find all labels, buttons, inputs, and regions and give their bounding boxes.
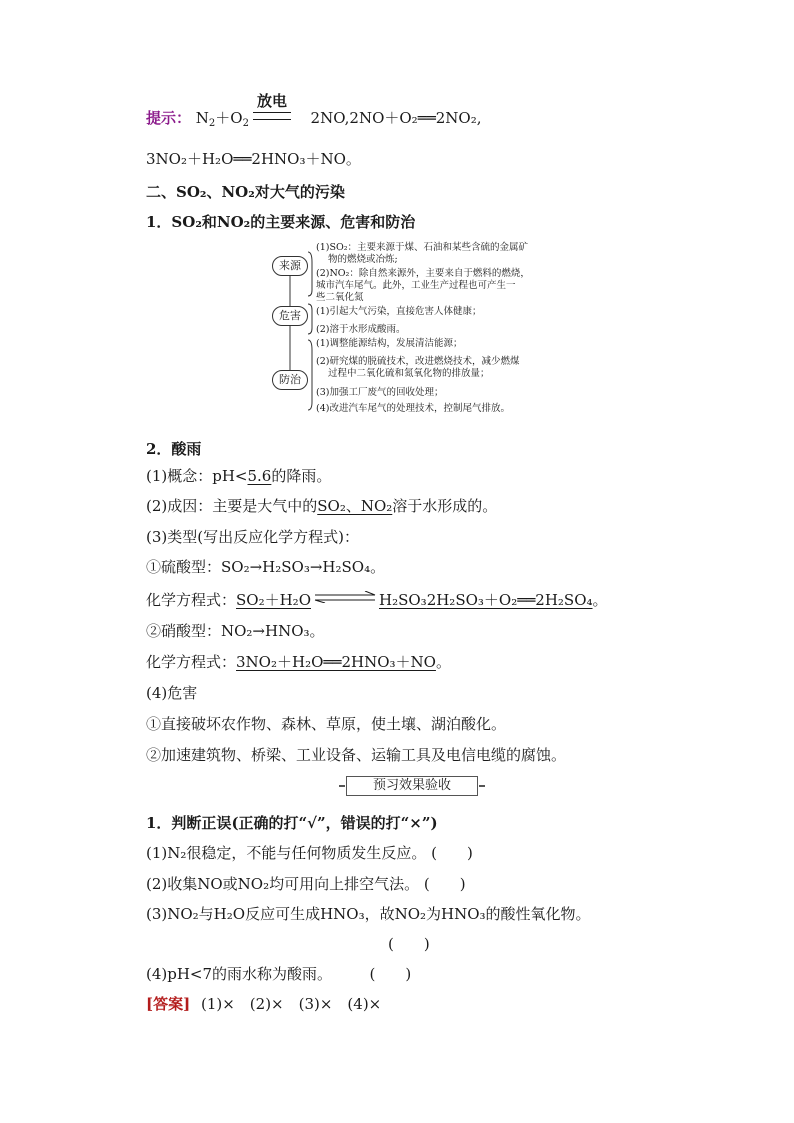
acid-rain-title: 2．酸雨 [146,440,202,458]
node-source: 来源 [272,256,308,276]
prevent-2b: 过程中二氧化硫和氮氧化物的排放量； [328,368,490,379]
acid-rain-types: (3)类型(写出反应化学方程式)： [146,528,359,546]
nitric-equation [146,651,451,673]
question-4: (4)pH<7的雨水称为酸雨。 ( ) [146,965,412,983]
eq1-second: 2H₂SO₃＋O₂══2H₂SO₄ [426,591,593,609]
pollution-diagram [270,242,570,422]
node-prevention: 防治 [272,370,308,390]
preview-tag: 预习效果验收 [346,776,478,796]
sulfuric-equation [146,589,608,611]
harm-item-1: ①直接破坏农作物、森林、草原，使土壤、湖泊酸化。 [146,715,507,733]
prevent-2a: (2)研究煤的脱硫技术，改进燃烧技术，减少燃煤 [316,356,520,367]
question-3-paren: ( ) [388,935,430,953]
cause-value: SO₂、NO₂ [317,497,393,515]
prevent-4: (4)改进汽车尾气的处理技术，控制尾气排放。 [316,403,510,414]
harm-title: (4)危害 [146,684,198,702]
hint-reactants: $N_2+O_2$ [195,109,249,129]
concept-prefix: (1)概念：pH< [146,467,248,485]
eq1-end: 。 [592,591,608,609]
reversible-arrow-icon [313,591,377,603]
eq1-product: H₂SO₃ [379,591,427,609]
question-3: (3)NO₂与H₂O反应可生成HNO₃，故NO₂为HNO₃的酸性氧化物。 [146,905,591,923]
hint-products: 2NO,2NO＋O₂══2NO₂, [310,109,482,127]
section-title: 二、SO₂、NO₂对大气的污染 [146,183,345,201]
source-2a: (2)NO₂：除自然来源外，主要来自于燃料的燃烧， [316,268,530,279]
hint-label: 提示： [146,109,192,127]
equation-label: 化学方程式： [146,591,237,609]
question-1: (1)N₂很稳定，不能与任何物质发生反应。 ( ) [146,844,473,862]
answer-values: (1)× (2)× (3)× (4)× [200,995,382,1013]
concept-suffix: 的降雨。 [271,467,332,485]
answer-label: [答案] [146,995,191,1013]
equation-label-2: 化学方程式： [146,653,237,671]
acid-rain-cause [146,495,497,517]
eq2-body: 3NO₂＋H₂O══2HNO₃＋NO [236,653,436,671]
hint-line-2: 3NO₂＋H₂O══2HNO₃＋NO。 [146,150,361,168]
prevent-3: (3)加强工厂废气的回收处理； [316,387,444,398]
cause-suffix: 溶于水形成的。 [392,497,498,515]
prevent-1: (1)调整能源结构，发展清洁能源； [316,338,463,349]
concept-value: 5.6 [247,467,272,485]
source-2b: 城市汽车尾气。此外，工业生产过程也可产生一 [316,280,516,291]
discharge-label: 放电 [256,92,287,110]
discharge-condition [253,92,291,120]
nitric-type: ②硝酸型：NO₂→HNO₃。 [146,622,325,640]
equals-sign [253,112,291,120]
question-2: (2)收集NO或NO₂均可用向上排空气法。 ( ) [146,875,466,893]
eq2-end: 。 [435,653,451,671]
source-2c: 些二氧化氮 [316,292,364,303]
cause-prefix: (2)成因：主要是大气中的 [146,497,318,515]
node-harm: 危害 [272,306,308,326]
harm-1: (1)引起大气污染，直接危害人体健康； [316,306,482,317]
eq1-reactants: SO₂＋H₂O [236,591,311,609]
answer-line [146,993,381,1015]
sulfuric-type: ①硫酸型：SO₂→H₂SO₃→H₂SO₄。 [146,558,386,576]
hint-line-1 [146,107,482,129]
source-1a: (1)SO₂：主要来源于煤、石油和某些含硫的金属矿 [316,242,529,253]
question-title: 1．判断正误(正确的打“√”，错误的打“×”) [146,814,438,832]
subsection-title: 1．SO₂和NO₂的主要来源、危害和防治 [146,213,416,231]
acid-rain-concept [146,465,331,487]
harm-2: (2)溶于水形成酸雨。 [316,324,406,335]
source-1b: 物的燃烧或冶炼; [328,254,398,265]
harm-item-2: ②加速建筑物、桥梁、工业设备、运输工具及电信电缆的腐蚀。 [146,746,567,764]
